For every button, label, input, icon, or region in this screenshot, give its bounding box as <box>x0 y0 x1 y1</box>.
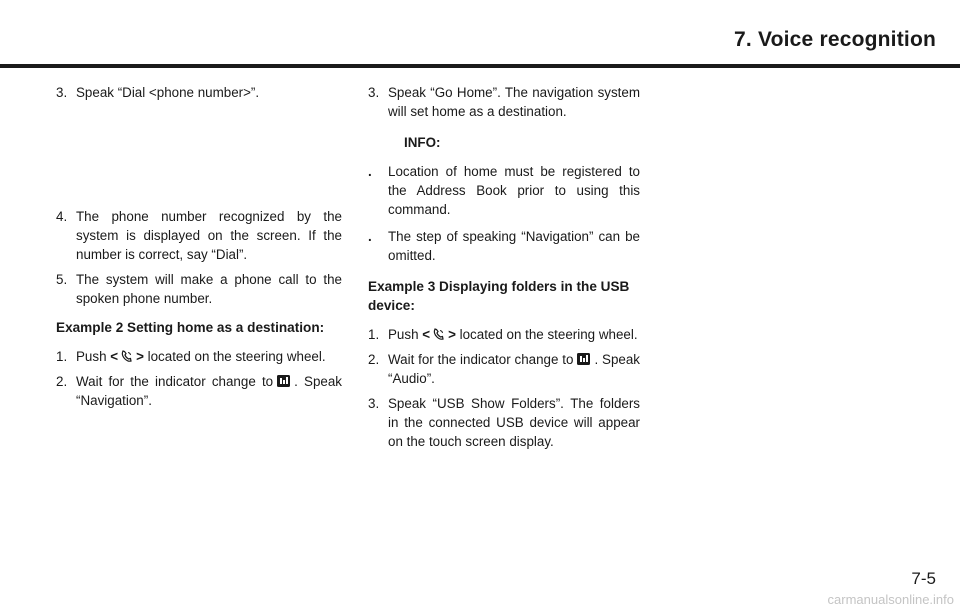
bullet-dot: . <box>368 164 372 179</box>
info-label: INFO: <box>404 135 441 150</box>
steering-wheel-talk-icon <box>120 349 134 363</box>
example-3-step-1 <box>368 325 640 344</box>
step-text-post: . Speak “Navigation”. <box>76 374 342 408</box>
step-text-post: . Speak “Audio”. <box>388 352 640 386</box>
angle-close: > <box>136 349 144 364</box>
step-4-confirm <box>56 207 342 264</box>
step-number: 3. <box>56 85 68 100</box>
angle-close: > <box>448 327 456 342</box>
angle-open: < <box>422 327 431 342</box>
example-3-step-2 <box>368 350 640 388</box>
header-rule <box>0 64 960 68</box>
bullet-dot: . <box>368 229 372 244</box>
step-text: Speak “Go Home”. The navigation system will set home as a destination. <box>388 85 640 119</box>
step-number: 2. <box>56 374 68 389</box>
step-text-pre: Push <box>388 327 423 342</box>
example-3-heading: Example 3 Displaying folders in the USB device: <box>368 279 630 313</box>
info-bullet <box>368 227 640 265</box>
step-text-post: located on the steering wheel. <box>143 349 326 364</box>
steering-wheel-talk-icon <box>432 327 446 341</box>
section-title: 7. Voice recognition <box>734 28 936 51</box>
example-3-step-3 <box>368 394 640 451</box>
example-2-heading: Example 2 Setting home as a destination: <box>56 320 325 335</box>
step-number: 1. <box>56 349 68 364</box>
step-text: The phone number recognized by the system is displayed on the screen. If the number is correct, say “Dial”. <box>76 209 342 262</box>
example-2-step-1 <box>56 347 342 366</box>
voice-indicator-icon <box>276 374 291 388</box>
step-number: 3. <box>368 85 380 100</box>
bullet-text: Location of home must be registered to the Address Book prior to using this command. <box>388 164 640 217</box>
step-number: 3. <box>368 396 380 411</box>
step-text: Speak “Dial <phone number>”. <box>76 85 260 100</box>
step-number: 4. <box>56 209 68 224</box>
example-2-step-2 <box>56 372 342 410</box>
angle-open: < <box>110 349 119 364</box>
step-3-go-home <box>368 83 640 121</box>
bullet-text: The step of speaking “Navigation” can be omitted. <box>388 229 640 263</box>
step-5-call <box>56 270 342 308</box>
page-number: 7-5 <box>911 569 936 588</box>
step-text-post: located on the steering wheel. <box>455 327 638 342</box>
step-text-pre: Wait for the indicator change to <box>76 374 274 389</box>
step-number: 2. <box>368 352 380 367</box>
watermark: carmanualsonline.info <box>827 592 954 607</box>
right-column <box>368 83 640 451</box>
step-3-dial <box>56 83 342 102</box>
step-text-pre: Push <box>76 349 111 364</box>
step-text: Speak “USB Show Folders”. The folders in the connected USB device will appear on the touch screen display. <box>388 396 640 449</box>
step-text-pre: Wait for the indicator change to <box>388 352 574 367</box>
voice-indicator-icon <box>576 352 591 366</box>
left-column <box>56 83 342 410</box>
step-number: 1. <box>368 327 380 342</box>
step-text: The system will make a phone call to the spoken phone number. <box>76 272 342 306</box>
step-number: 5. <box>56 272 68 287</box>
info-bullet <box>368 162 640 219</box>
